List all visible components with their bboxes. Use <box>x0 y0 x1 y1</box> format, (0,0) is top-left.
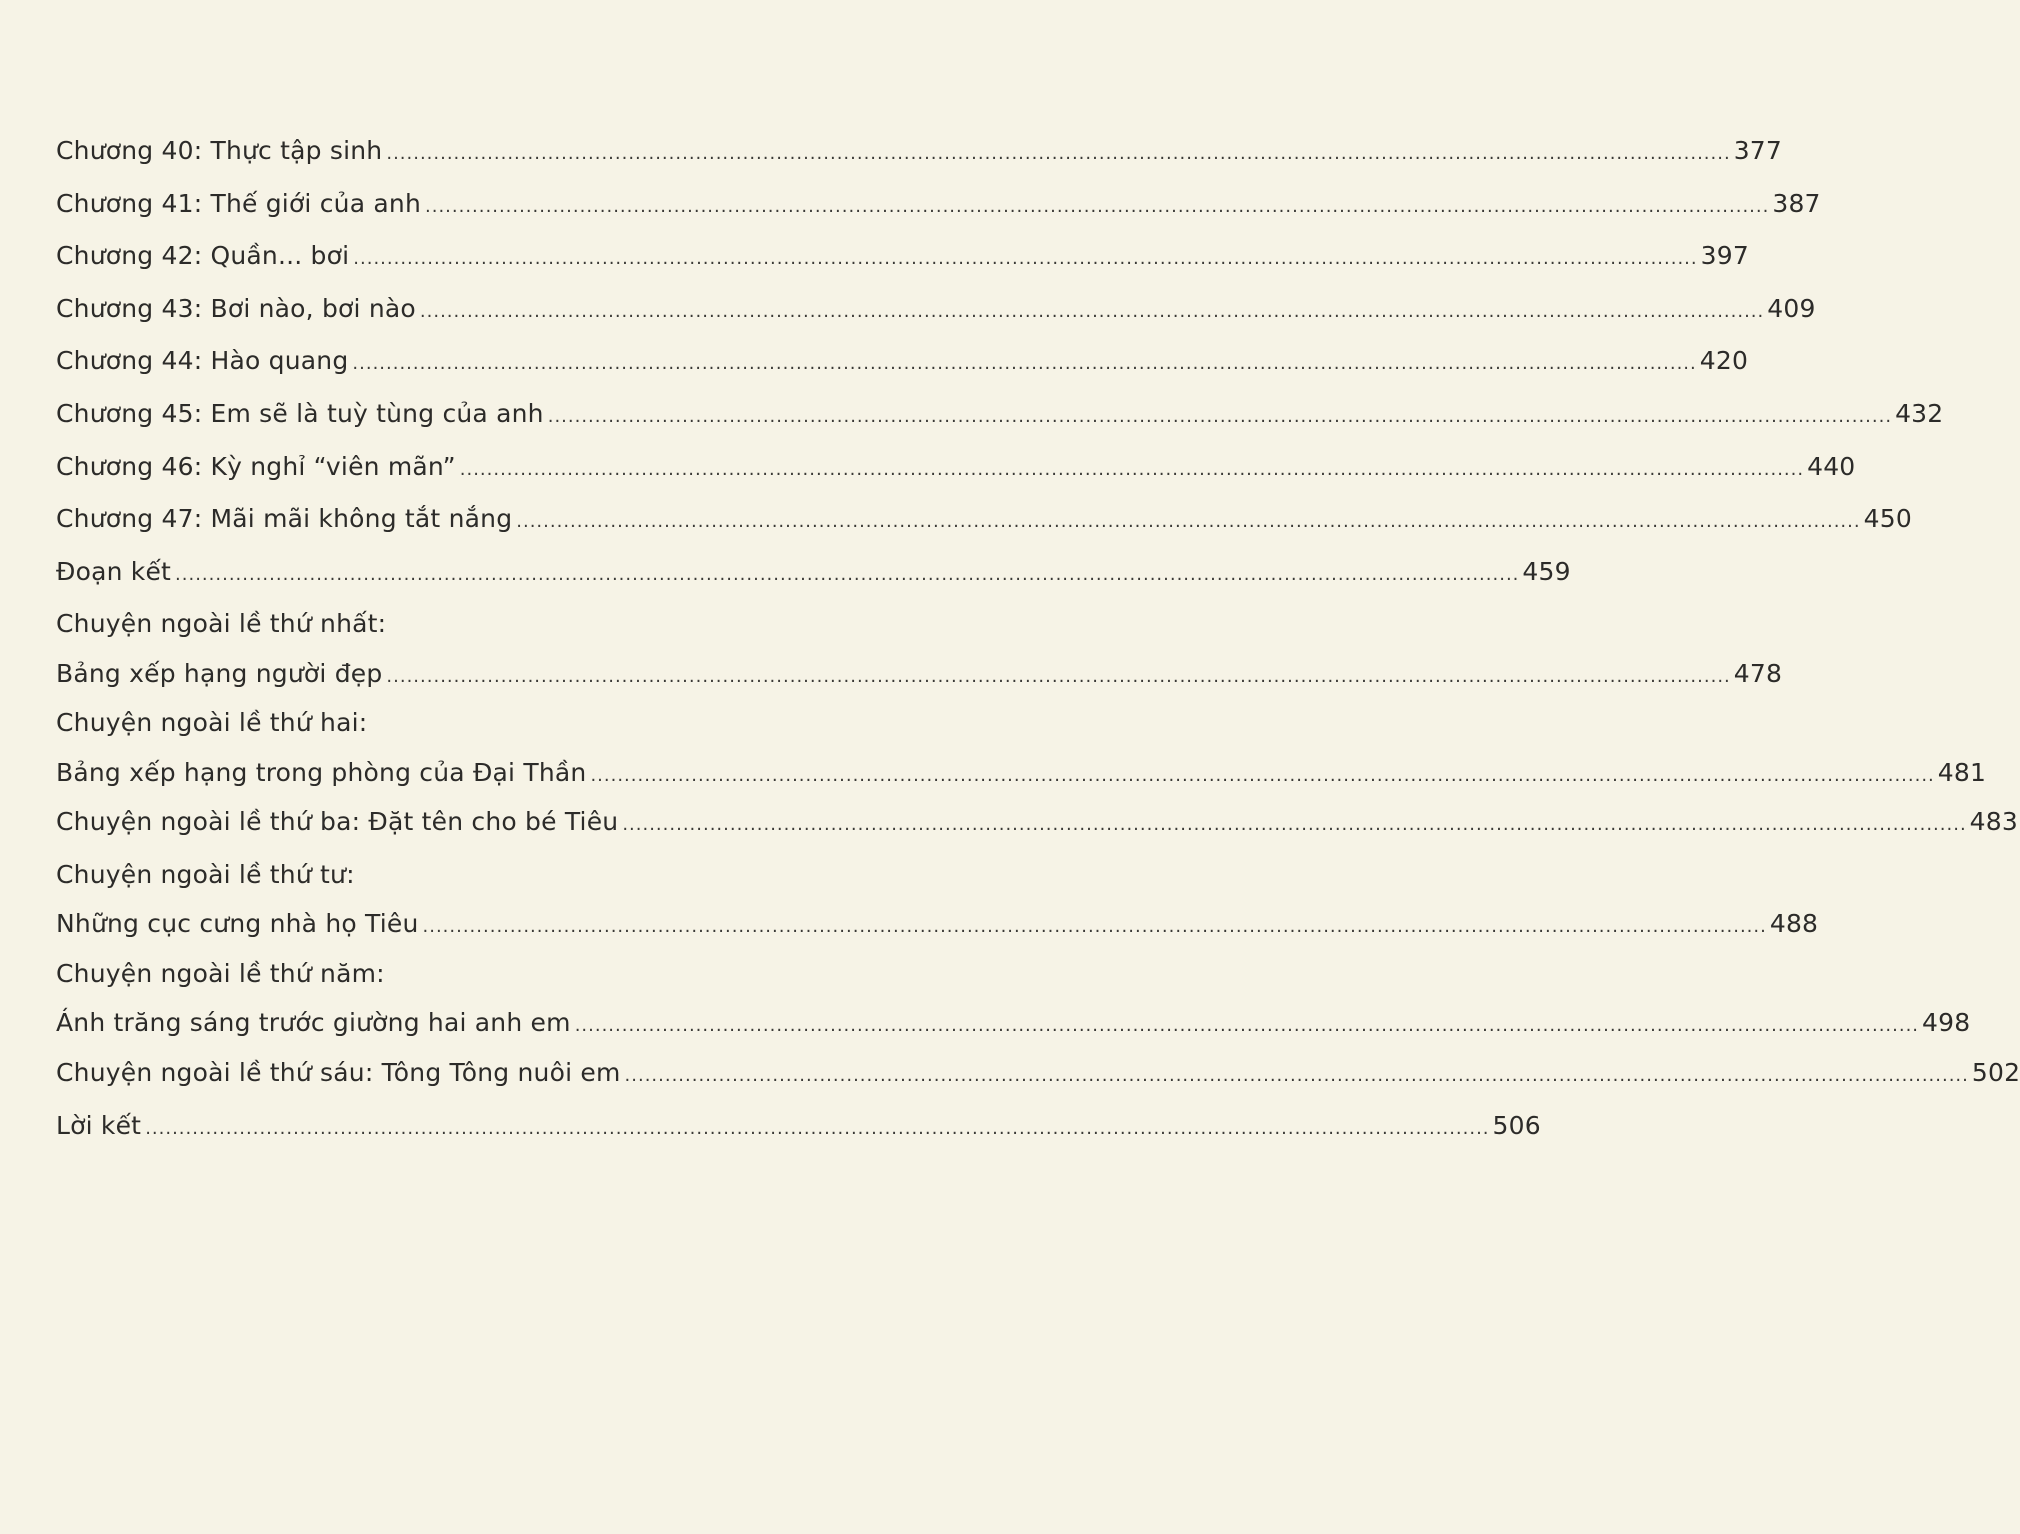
toc-entry-page: 440 <box>1807 451 1856 481</box>
toc-entry-title: Ánh trăng sáng trước giường hai anh em <box>56 1008 571 1038</box>
toc-extra-heading <box>56 708 852 758</box>
toc-entry-chapter-45 <box>56 398 1944 452</box>
toc-entry-title: Những cục cưng nhà họ Tiêu <box>56 909 419 939</box>
dot-leader: ........................................................................................................................................................................................................ <box>574 1015 1920 1037</box>
toc-entry-chapter-46 <box>56 451 1856 505</box>
toc-entry-page: 432 <box>1895 398 1944 428</box>
toc-entry-title: Chuyện ngoài lề thứ ba: Đặt tên cho bé Tiêu <box>56 807 619 837</box>
dot-leader: ........................................................................................................................................................................................................ <box>622 814 1967 836</box>
toc-entry-title: Chương 42: Quần... bơi <box>56 241 350 271</box>
toc-entry-page: 420 <box>1699 346 1749 376</box>
toc-entry-title: Lời kết <box>56 1110 142 1140</box>
toc-entry-title: Bảng xếp hạng người đẹp <box>56 658 383 688</box>
dot-leader: ........................................................................................................................................................................................................ <box>516 511 1861 533</box>
dot-leader: ........................................................................................................................................................................................................ <box>425 195 1770 217</box>
toc-extra-entry <box>56 658 1783 709</box>
toc-entry-epilogue <box>56 556 1571 610</box>
toc-extra-heading-text: Chuyện ngoài lề thứ năm: <box>56 958 385 988</box>
toc-entry-title: Chương 40: Thực tập sinh <box>56 136 383 165</box>
toc-entry-title: Chuyện ngoài lề thứ sáu: Tông Tông nuôi em <box>56 1057 621 1087</box>
toc-extra-heading <box>56 860 852 910</box>
toc-entry-chapter-47 <box>56 504 1912 557</box>
dot-leader: ........................................................................................................................................................................................................ <box>624 1064 1969 1086</box>
toc-entry-afterword <box>56 1110 1541 1164</box>
toc-entry-page: 478 <box>1733 658 1783 688</box>
toc-extra-heading-text: Chuyện ngoài lề thứ nhất: <box>56 609 387 639</box>
toc-entry-page: 498 <box>1922 1008 1971 1038</box>
toc-extra-heading-text: Chuyện ngoài lề thứ hai: <box>56 708 368 738</box>
dot-leader: ........................................................................................................................................................................................................ <box>386 143 1731 164</box>
dot-leader: ........................................................................................................................................................................................................ <box>422 916 1767 938</box>
toc-extra-heading-text: Chuyện ngoài lề thứ tư: <box>56 859 355 889</box>
toc-entry-title: Bảng xếp hạng trong phòng của Đại Thần <box>56 757 587 787</box>
dot-leader: ........................................................................................................................................................................................................ <box>547 405 1893 427</box>
dot-leader: ........................................................................................................................................................................................................ <box>353 248 1698 270</box>
toc-extra-entry <box>56 909 1819 959</box>
toc-entry-page: 397 <box>1700 241 1749 271</box>
toc-extra-entry <box>56 807 2018 860</box>
toc-entry-title: Chương 44: Hào quang <box>56 346 349 376</box>
toc-entry-chapter-42 <box>56 241 1749 294</box>
toc-entry-title: Đoạn kết <box>56 556 172 586</box>
dot-leader: ........................................................................................................................................................................................................ <box>175 563 1520 585</box>
dot-leader: ........................................................................................................................................................................................................ <box>352 353 1697 375</box>
toc-extra-entry <box>56 1057 2020 1111</box>
toc-entry-page: 377 <box>1733 136 1783 165</box>
toc-entry-page: 488 <box>1769 909 1819 939</box>
dot-leader: ........................................................................................................................................................................................................ <box>386 665 1731 687</box>
toc-entry-chapter-41 <box>56 188 1821 242</box>
toc-entry-title: Chương 43: Bơi nào, bơi nào <box>56 293 416 323</box>
toc-entry-chapter-44 <box>56 346 1749 399</box>
toc-extra-heading <box>56 959 852 1009</box>
toc-entry-chapter-40 <box>56 136 1783 189</box>
toc-extra-heading <box>56 609 852 659</box>
toc-entry-title: Chương 46: Kỳ nghỉ “viên mãn” <box>56 451 456 481</box>
toc-entry-page: 459 <box>1522 556 1571 586</box>
toc-entry-title: Chương 47: Mãi mãi không tắt nắng <box>56 504 513 534</box>
dot-leader: ........................................................................................................................................................................................................ <box>459 458 1805 480</box>
table-of-contents <box>56 136 2020 1163</box>
toc-entry-page: 483 <box>1969 807 2018 837</box>
toc-entry-title: Chương 41: Thế giới của anh <box>56 188 421 218</box>
toc-entry-page: 506 <box>1492 1110 1541 1140</box>
toc-entry-title: Chương 45: Em sẽ là tuỳ tùng của anh <box>56 398 544 428</box>
toc-extra-entry <box>56 757 1987 808</box>
toc-entry-page: 450 <box>1863 504 1912 534</box>
toc-entry-page: 409 <box>1767 293 1816 323</box>
dot-leader: ........................................................................................................................................................................................................ <box>590 764 1935 786</box>
toc-entry-page: 502 <box>1971 1057 2020 1087</box>
dot-leader: ........................................................................................................................................................................................................ <box>145 1117 1490 1139</box>
toc-extra-entry <box>56 1008 1971 1058</box>
toc-entry-page: 387 <box>1772 188 1821 218</box>
dot-leader: ........................................................................................................................................................................................................ <box>419 300 1765 322</box>
toc-entry-page: 481 <box>1937 757 1987 787</box>
toc-entry-chapter-43 <box>56 293 1816 347</box>
